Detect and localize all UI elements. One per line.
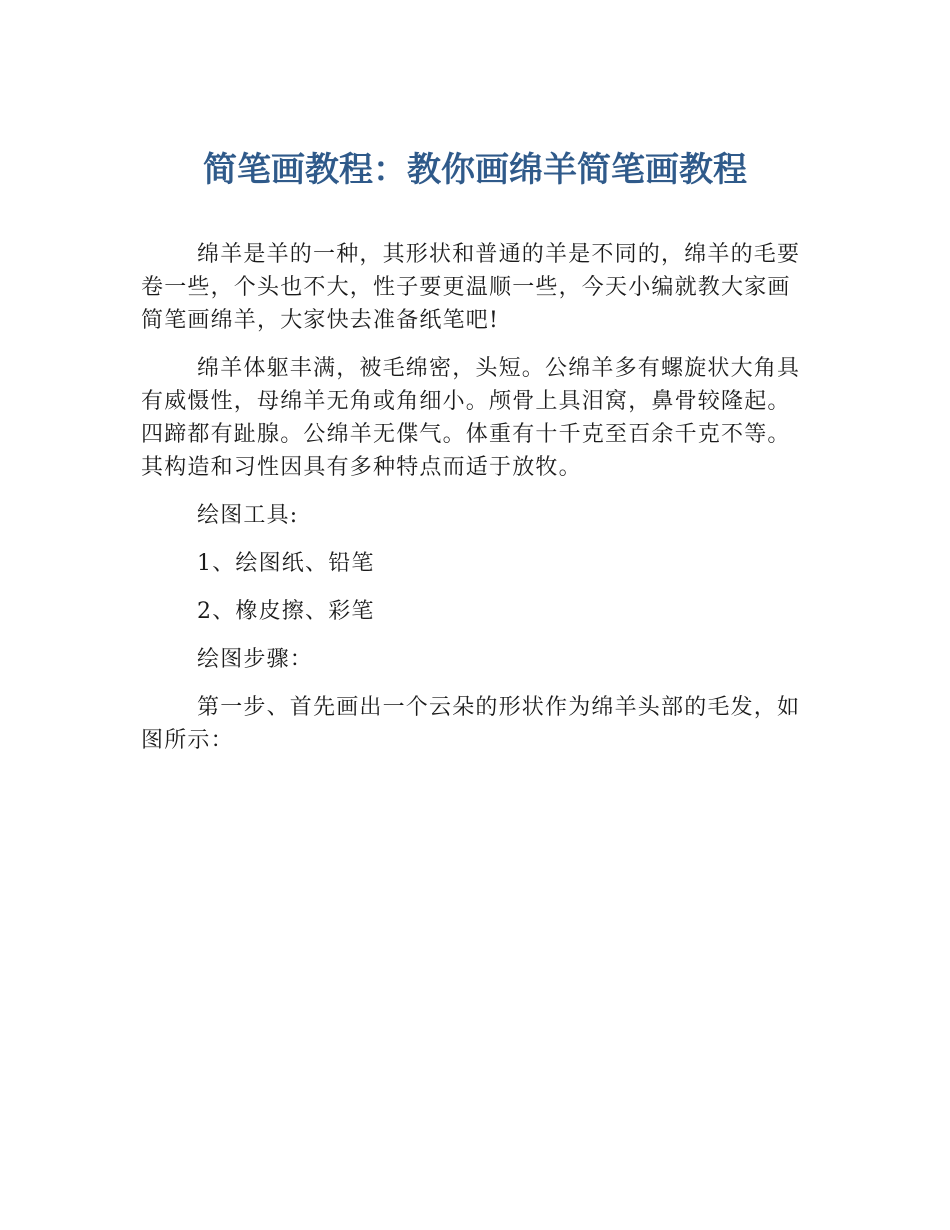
paragraph-steps-heading: 绘图步骤： (197, 647, 314, 672)
paragraph-tools-heading: 绘图工具: (197, 503, 299, 528)
paragraph-tool-2: 2、橡皮擦、彩笔 (197, 599, 375, 624)
paragraph-intro: 绵羊是羊的一种，其形状和普通的羊是不同的，绵羊的毛要卷一些，个头也不大，性子要更温顺一些，今天小编就教大家画简笔画绵羊，大家快去准备纸笔吧! (141, 242, 801, 333)
paragraph-description: 绵羊体躯丰满，被毛绵密，头短。公绵羊多有螺旋状大角具有威慑性，母绵羊无角或角细小。颅骨上具泪窝，鼻骨较隆起。四蹄都有趾腺。公绵羊无偞气。体重有十千克至百余千克不等。其构造和习性因具有多种特点而适于放牧。 (141, 356, 801, 480)
paragraph-step-1: 第一步、首先画出一个云朵的形状作为绵羊头部的毛发，如图所示： (141, 695, 801, 753)
document-body (141, 238, 813, 772)
document-title: 简笔画教程：教你画绵羊简笔画教程 (203, 150, 747, 190)
paragraph-tool-1: 1、绘图纸、铅笔 (197, 551, 375, 576)
